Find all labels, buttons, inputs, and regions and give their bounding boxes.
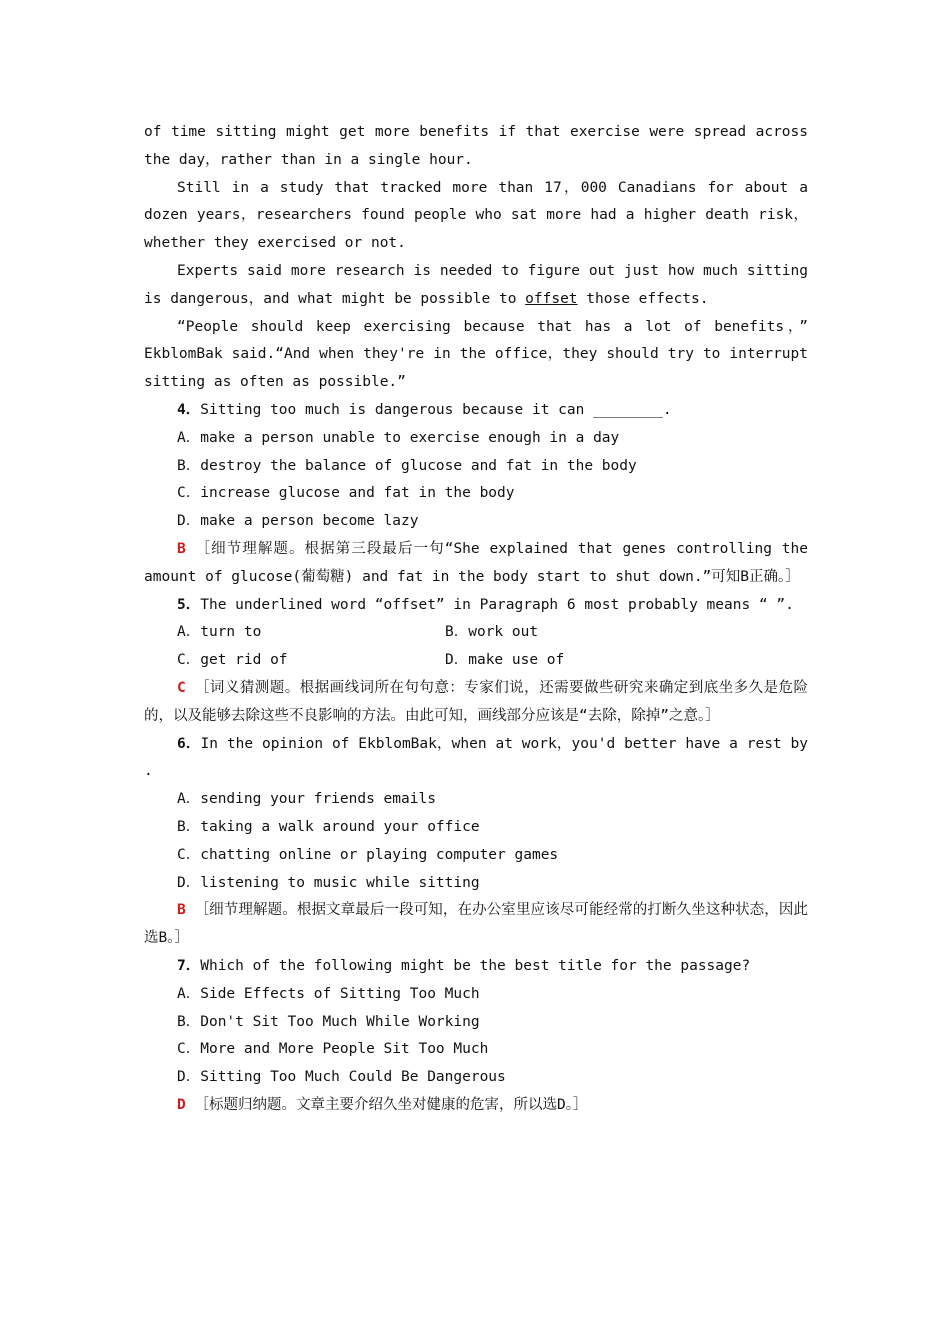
question-4-option-d: D．make a person become lazy bbox=[177, 513, 419, 530]
passage-paragraph-1: of time sitting might get more benefits if that exercise were spread across the day，rather than in a single hour. bbox=[144, 124, 808, 168]
question-5-option-d: D．make use of bbox=[445, 652, 565, 669]
question-7-option-d: D．Sitting Too Much Could Be Dangerous bbox=[177, 1069, 506, 1086]
explanation-text: ［词义猜测题。根据画线词所在句句意：专家们说，还需要做些研究来确定到底坐多久是危险的，以及能够去除这些不良影响的方法。由此可知，画线部分应该是“去除，除掉”之意。］ bbox=[144, 679, 809, 724]
question-4-option-c: C．increase glucose and fat in the body bbox=[177, 485, 515, 502]
passage-paragraph-2: Still in a study that tracked more than 17，000 Canadians for about a dozen years，researchers found people who sat more had a higher death risk，whether they exercised or not. bbox=[144, 179, 808, 252]
paragraph-3-text-after: those effects. bbox=[577, 290, 709, 307]
question-5-options-row-1 bbox=[144, 619, 808, 647]
passage-paragraph-3 bbox=[144, 258, 808, 314]
question-text: In the opinion of EkblomBak，when at work，you'd better have a rest by . bbox=[144, 735, 808, 780]
question-text: The underlined word “offset” in Paragraph 6 most probably means “ ”. bbox=[200, 596, 794, 613]
question-6-option-b: B．taking a walk around your office bbox=[177, 818, 480, 835]
explanation-text: ［细节理解题。根据文章最后一段可知，在办公室里应该尽可能经常的打断久坐这种状态，因此选B。］ bbox=[144, 902, 808, 947]
question-text: Which of the following might be the best title for the passage? bbox=[200, 957, 751, 974]
underlined-word-offset: offset bbox=[525, 290, 578, 307]
question-5-option-a: A．turn to bbox=[177, 624, 262, 641]
question-7-option-b: B．Don't Sit Too Much While Working bbox=[177, 1013, 480, 1030]
paragraph-3-text-before: Experts said more research is needed to figure out just how much sitting is dangerous，and what might be possible to bbox=[144, 262, 808, 307]
answer-letter: B bbox=[177, 902, 186, 919]
answer-letter: C bbox=[177, 679, 186, 696]
question-4-stem bbox=[144, 397, 808, 425]
question-6-explanation bbox=[144, 897, 808, 953]
question-6-option-d: D．listening to music while sitting bbox=[177, 874, 480, 891]
question-4-option-a: A．make a person unable to exercise enough in a day bbox=[177, 429, 620, 446]
explanation-text: ［标题归纳题。文章主要介绍久坐对健康的危害，所以选D。］ bbox=[194, 1096, 588, 1113]
explanation-text: ［细节理解题。根据第三段最后一句“She explained that genes controlling the amount of glucose(葡萄糖) and fat in the body start to shut down.”可知B正确。］ bbox=[144, 540, 809, 585]
question-5-option-c: C．get rid of bbox=[177, 652, 288, 669]
question-number: 5． bbox=[177, 596, 201, 613]
question-number: 7． bbox=[177, 957, 201, 974]
question-5-options-row-2 bbox=[144, 647, 808, 675]
question-5-explanation bbox=[144, 675, 808, 731]
question-6-option-a: A．sending your friends emails bbox=[177, 791, 436, 808]
question-number: 6． bbox=[177, 735, 201, 752]
question-text: Sitting too much is dangerous because it can ________. bbox=[200, 401, 672, 418]
question-7-option-c: C．More and More People Sit Too Much bbox=[177, 1041, 489, 1058]
question-7-explanation bbox=[144, 1092, 808, 1120]
question-7-option-a: A．Side Effects of Sitting Too Much bbox=[177, 985, 480, 1002]
question-7-stem bbox=[144, 953, 808, 981]
question-number: 4． bbox=[177, 401, 201, 418]
question-6-stem bbox=[144, 731, 808, 787]
passage-paragraph-4: “People should keep exercising because that has a lot of benefits，” EkblomBak said.“And when they're in the office，they should try to interrupt sitting as often as possible.” bbox=[144, 318, 808, 391]
question-4-option-b: B．destroy the balance of glucose and fat in the body bbox=[177, 457, 637, 474]
question-6-option-c: C．chatting online or playing computer games bbox=[177, 846, 559, 863]
document-page bbox=[144, 119, 808, 1120]
answer-letter: B bbox=[177, 540, 186, 557]
question-5-stem bbox=[144, 592, 808, 620]
answer-letter: D bbox=[177, 1096, 186, 1113]
question-4-explanation bbox=[144, 536, 808, 592]
question-5-option-b: B．work out bbox=[445, 624, 539, 641]
